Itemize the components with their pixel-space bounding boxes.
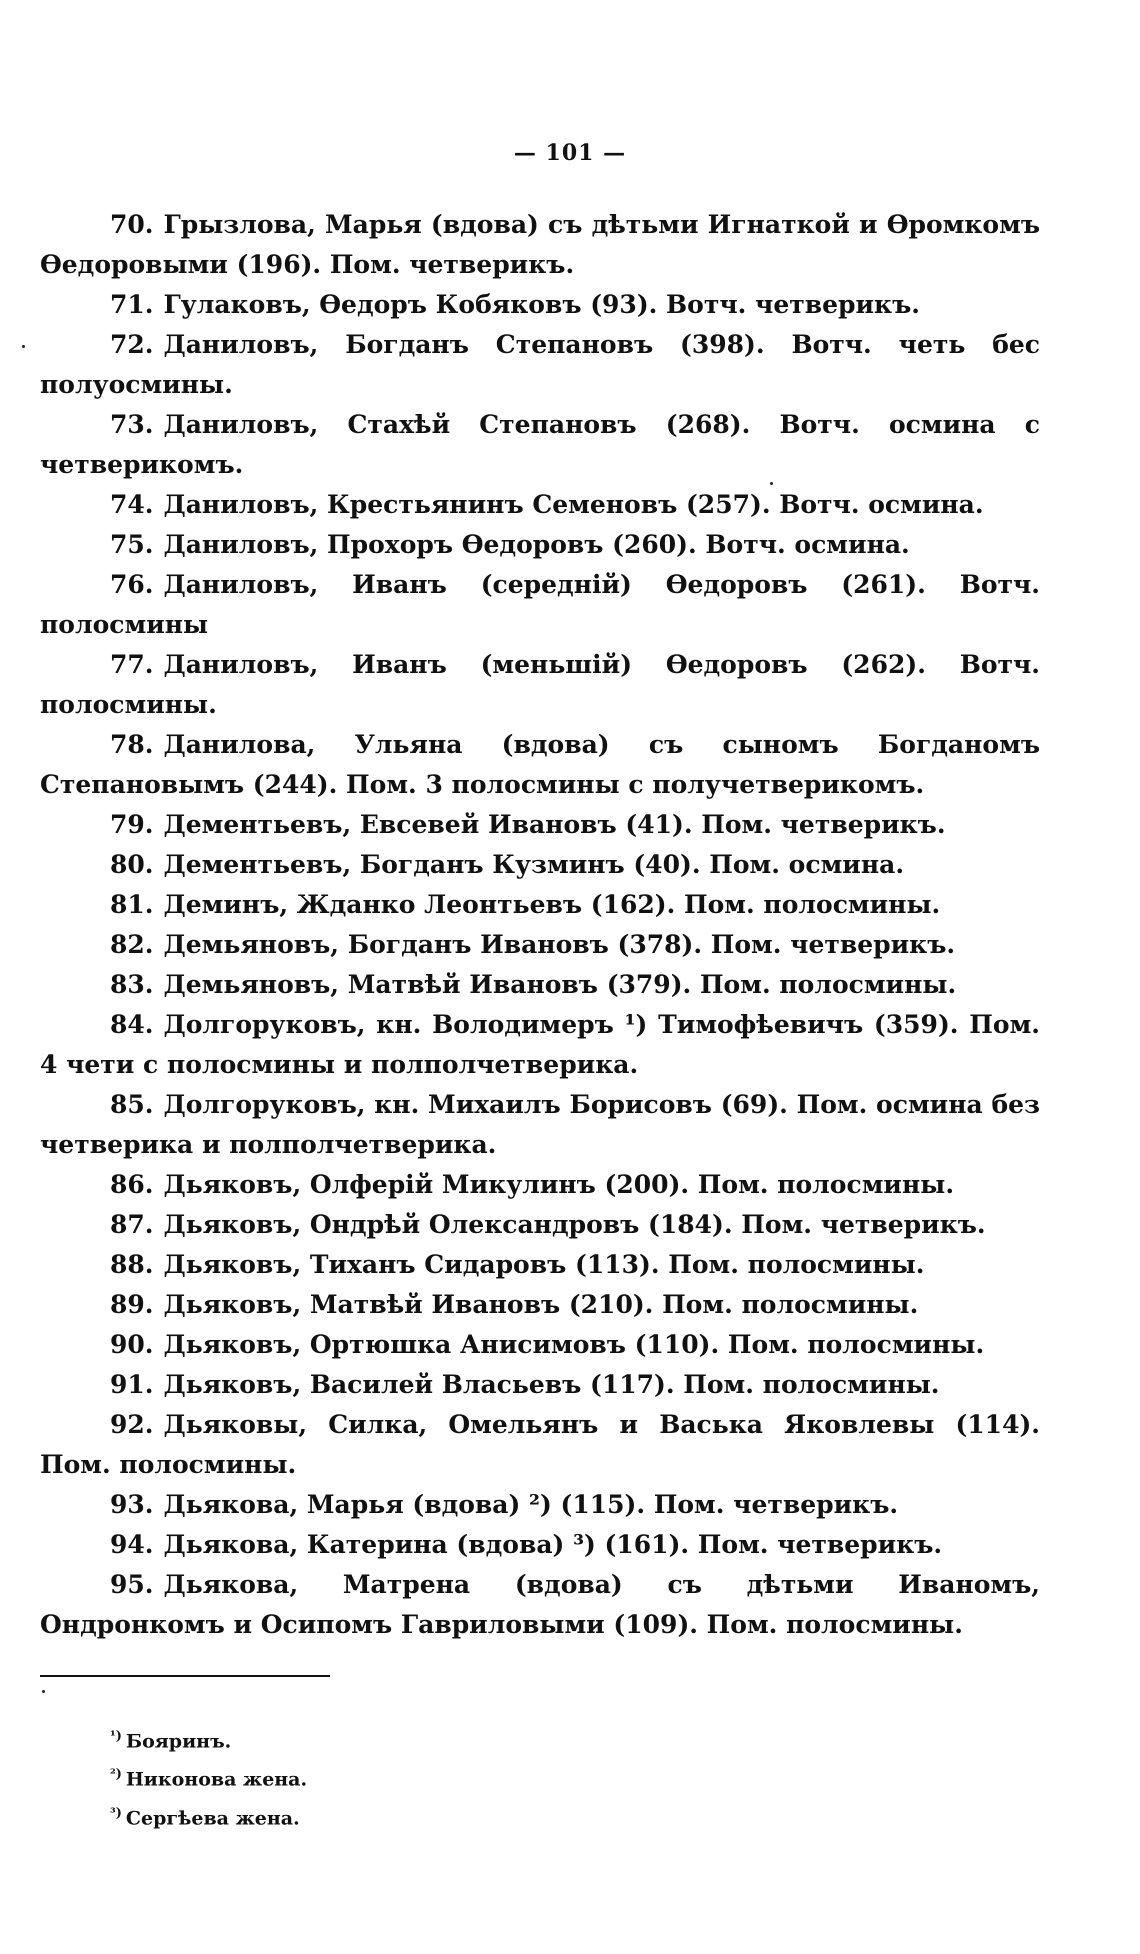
entry-number: 74. bbox=[110, 490, 154, 519]
list-item bbox=[40, 405, 1040, 485]
entry-text: Дьяковъ, Ортюшка Анисимовъ (110). Пом. полосмины. bbox=[163, 1330, 985, 1359]
entry-number: 90. bbox=[110, 1330, 154, 1359]
entry-text: Демьяновъ, Матвѣй Ивановъ (379). Пом. полосмины. bbox=[163, 970, 957, 999]
entry-number: 94. bbox=[110, 1530, 154, 1559]
entry-number: 93. bbox=[110, 1490, 154, 1519]
entry-text: Дьяковы, Силка, Омельянъ и Васька Яковлевы (114). Пом. полосмины. bbox=[40, 1410, 1040, 1479]
footnote bbox=[110, 1797, 710, 1835]
entry-number: 88. bbox=[110, 1250, 154, 1279]
entry-text: Дьяковъ, Василей Власьевъ (117). Пом. полосмины. bbox=[163, 1370, 940, 1399]
list-item bbox=[40, 485, 1040, 525]
print-speck bbox=[22, 345, 25, 348]
entry-text: Даниловъ, Иванъ (меньшій) Ѳедоровъ (262). Вотч. полосмины. bbox=[40, 650, 1040, 719]
list-item bbox=[40, 1485, 1040, 1525]
list-item bbox=[40, 285, 1040, 325]
entry-text: Деминъ, Жданко Леонтьевъ (162). Пом. полосмины. bbox=[163, 890, 941, 919]
entry-text: Дьяковъ, Ондрѣй Олександровъ (184). Пом. четверикъ. bbox=[163, 1210, 986, 1239]
entry-text: Дьяковъ, Тиханъ Сидаровъ (113). Пом. полосмины. bbox=[163, 1250, 925, 1279]
entry-list bbox=[40, 205, 1040, 1645]
entry-number: 73. bbox=[110, 410, 154, 439]
footnote bbox=[110, 1720, 710, 1758]
entry-text: Дьякова, Матрена (вдова) съ дѣтьми Иваномъ, Ондронкомъ и Осипомъ Гавриловыми (109). Пом. полосмины. bbox=[40, 1570, 1040, 1639]
footnote-text: Сергѣева жена. bbox=[125, 1806, 300, 1829]
entry-text: Долгоруковъ, кн. Михаилъ Борисовъ (69). Пом. осмина без четверика и полполчетверика. bbox=[40, 1090, 1040, 1159]
entry-number: 70. bbox=[110, 210, 154, 239]
list-item bbox=[40, 925, 1040, 965]
list-item bbox=[40, 1565, 1040, 1645]
list-item bbox=[40, 565, 1040, 645]
footnote-mark: ¹) bbox=[110, 1729, 122, 1744]
list-item bbox=[40, 1085, 1040, 1165]
list-item bbox=[40, 845, 1040, 885]
entry-text: Долгоруковъ, кн. Володимеръ ¹) Тимофѣевичъ (359). Пом. 4 чети с полосмины и полполчетверика. bbox=[40, 1010, 1040, 1079]
entry-number: 80. bbox=[110, 850, 154, 879]
entry-number: 77. bbox=[110, 650, 154, 679]
list-item bbox=[40, 205, 1040, 285]
list-item bbox=[40, 1365, 1040, 1405]
entry-number: 78. bbox=[110, 730, 154, 759]
list-item bbox=[40, 965, 1040, 1005]
entry-text: Дементьевъ, Евсевей Ивановъ (41). Пом. четверикъ. bbox=[163, 810, 946, 839]
entry-text: Дьяковъ, Матвѣй Ивановъ (210). Пом. полосмины. bbox=[163, 1290, 919, 1319]
footnote-mark: ²) bbox=[110, 1767, 122, 1783]
entry-number: 72. bbox=[110, 330, 154, 359]
entry-number: 75. bbox=[110, 530, 154, 559]
entry-number: 89. bbox=[110, 1290, 154, 1319]
entry-number: 85. bbox=[110, 1090, 154, 1119]
page-number: — 101 — bbox=[513, 140, 627, 166]
list-item bbox=[40, 1165, 1040, 1205]
entry-text: Дементьевъ, Богданъ Кузминъ (40). Пом. осмина. bbox=[163, 850, 905, 879]
entry-number: 76. bbox=[110, 570, 154, 599]
list-item bbox=[40, 1205, 1040, 1245]
list-item bbox=[40, 1245, 1040, 1285]
print-speck bbox=[42, 1690, 45, 1693]
entry-number: 84. bbox=[110, 1010, 154, 1039]
list-item bbox=[40, 525, 1040, 565]
entry-number: 87. bbox=[110, 1210, 154, 1239]
entry-text: Даниловъ, Стахѣй Степановъ (268). Вотч. осмина с четверикомъ. bbox=[40, 410, 1040, 479]
list-item bbox=[40, 1525, 1040, 1565]
list-item bbox=[40, 1005, 1040, 1085]
entry-number: 81. bbox=[110, 890, 154, 919]
entry-text: Дьяковъ, Олферій Микулинъ (200). Пом. полосмины. bbox=[163, 1170, 955, 1199]
entry-number: 83. bbox=[110, 970, 154, 999]
footnote bbox=[110, 1758, 710, 1796]
footnote-text: Никонова жена. bbox=[125, 1768, 308, 1791]
list-item bbox=[40, 805, 1040, 845]
entry-number: 71. bbox=[110, 290, 154, 319]
list-item bbox=[40, 1405, 1040, 1485]
footnote-text: Бояринъ. bbox=[125, 1730, 232, 1753]
entry-text: Демьяновъ, Богданъ Ивановъ (378). Пом. четверикъ. bbox=[163, 930, 956, 959]
entry-number: 92. bbox=[110, 1410, 154, 1439]
entry-number: 86. bbox=[110, 1170, 154, 1199]
entry-text: Даниловъ, Иванъ (середній) Ѳедоровъ (261). Вотч. полосмины bbox=[40, 570, 1040, 639]
entry-number: 79. bbox=[110, 810, 154, 839]
entry-text: Даниловъ, Прохоръ Ѳедоровъ (260). Вотч. осмина. bbox=[163, 530, 910, 559]
entry-text: Дьякова, Марья (вдова) ²) (115). Пом. четверикъ. bbox=[163, 1490, 899, 1519]
entry-number: 91. bbox=[110, 1370, 154, 1399]
entry-number: 82. bbox=[110, 930, 154, 959]
print-speck bbox=[770, 482, 773, 485]
list-item bbox=[40, 885, 1040, 925]
footnote-list bbox=[110, 1720, 710, 1835]
list-item bbox=[40, 725, 1040, 805]
footnote-mark: ³) bbox=[110, 1805, 122, 1821]
entry-number: 95. bbox=[110, 1570, 154, 1599]
list-item bbox=[40, 1325, 1040, 1365]
entry-text: Грызлова, Марья (вдова) съ дѣтьми Игнаткой и Ѳромкомъ Ѳедоровыми (196). Пом. четверикъ. bbox=[40, 210, 1040, 279]
footnote-divider bbox=[40, 1675, 330, 1677]
entry-text: Даниловъ, Крестьянинъ Семеновъ (257). Вотч. осмина. bbox=[163, 490, 984, 519]
entry-text: Дьякова, Катерина (вдова) ³) (161). Пом. четверикъ. bbox=[163, 1530, 943, 1559]
list-item bbox=[40, 325, 1040, 405]
list-item bbox=[40, 645, 1040, 725]
entry-text: Гулаковъ, Ѳедоръ Кобяковъ (93). Вотч. четверикъ. bbox=[163, 290, 920, 319]
entry-text: Данилова, Ульяна (вдова) съ сыномъ Богданомъ Степановымъ (244). Пом. 3 полосмины с получетверикомъ. bbox=[40, 730, 1040, 799]
entry-text: Даниловъ, Богданъ Степановъ (398). Вотч. четь бес полуосмины. bbox=[40, 330, 1040, 399]
list-item bbox=[40, 1285, 1040, 1325]
